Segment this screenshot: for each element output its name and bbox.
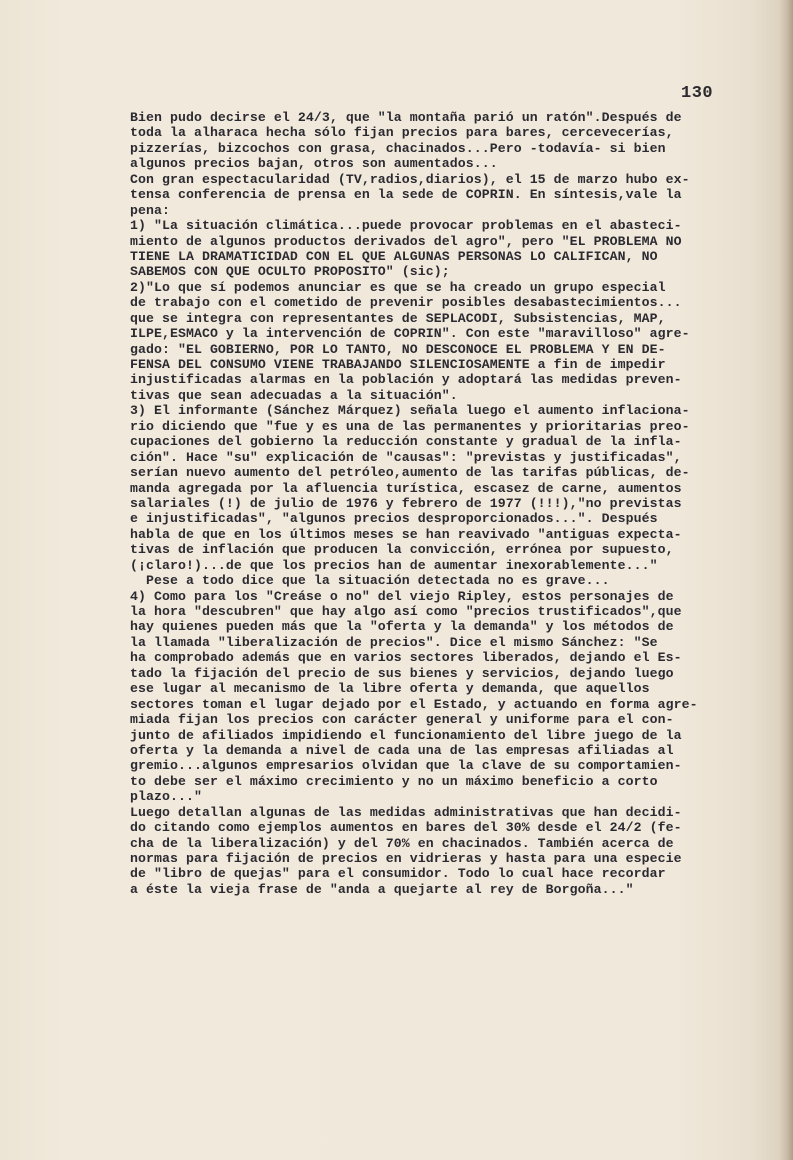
text-line: ese lugar al mecanismo de la libre oferta y demanda, que aquellos [130,681,650,697]
text-line: gado: "EL GOBIERNO, POR LO TANTO, NO DESCONOCE EL PROBLEMA Y EN DE- [130,341,666,357]
text-line: do citando como ejemplos aumentos en bares del 30% desde el 24/2 (fe- [130,820,682,836]
text-line: cha de la liberalización) y del 70% en chacinados. También acerca de [130,835,674,851]
text-line: Con gran espectacularidad (TV,radios,diarios), el 15 de marzo hubo ex- [130,171,690,187]
text-line: TIENE LA DRAMATICIDAD CON EL QUE ALGUNAS PERSONAS LO CALIFICAN, NO [130,248,658,264]
text-line: injustificadas alarmas en la población y adoptará las medidas preven- [130,372,682,388]
text-line: e injustificadas", "algunos precios desproporcionados...". Después [130,511,658,527]
body-text [130,110,760,897]
text-line: tivas que sean adecuadas a la situación". [130,387,458,403]
text-line: salariales (!) de julio de 1976 y febrero de 1977 (!!!),"no previstas [130,495,682,511]
text-line: FENSA DEL CONSUMO VIENE TRABAJANDO SILENCIOSAMENTE a fin de impedir [130,357,666,372]
text-line: a éste la vieja frase de "anda a quejarte al rey de Borgoña..." [130,881,634,897]
text-line: pena: [130,202,170,218]
text-line: 1) "La situación climática...puede provocar problemas en el abasteci- [130,218,682,234]
text-line: algunos precios bajan, otros son aumentados... [130,156,498,172]
text-line: de "libro de quejas" para el consumidor. Todo lo cual hace recordar [130,866,666,882]
text-line: 4) Como para los "Creáse o no" del viejo Ripley, estos personajes de [130,588,674,604]
text-line: la hora "descubren" que hay algo así como "precios trustificados",que [130,604,682,619]
text-line: pizzerías, bizcochos con grasa, chacinados...Pero -todavía- si bien [130,140,666,156]
text-line: (¡claro!)...de que los precios han de aumentar inexorablemente..." [130,557,658,573]
text-line: tensa conferencia de prensa en la sede de COPRIN. En síntesis,vale la [130,187,682,203]
text-line: miada fijan los precios con carácter general y uniforme para el con- [130,712,674,728]
text-line: ILPE,ESMACO y la intervención de COPRIN". Con este "maravilloso" agre- [130,326,690,342]
page-number: 130 [681,84,714,103]
text-line: serían nuevo aumento del petróleo,aumento de las tarifas públicas, de- [130,465,690,481]
text-line: ción". Hace "su" explicación de "causas": "previstas y justificadas", [130,449,682,465]
text-line: sectores toman el lugar dejado por el Estado, y actuando en forma agre- [130,696,698,712]
text-line: toda la alharaca hecha sólo fijan precios para bares, cercevecerías, [130,125,674,141]
text-line: oferta y la demanda a nivel de cada una de las empresas afiliadas al [130,742,674,758]
text-line: tivas de inflación que producen la convicción, errónea por supuesto, [130,542,674,558]
text-line: junto de afiliados impidiendo el funcionamiento del libre juego de la [130,727,682,743]
text-line: rio diciendo que "fue y es una de las permanentes y prioritarias preo- [130,418,690,434]
text-line: tado la fijación del precio de sus bienes y servicios, dejando luego [130,665,674,681]
text-line: plazo..." [130,789,202,805]
text-line: normas para fijación de precios en vidrieras y hasta para una especie [130,851,682,866]
page-binding-shadow [779,0,793,1160]
text-line: Pese a todo dice que la situación detectada no es grave... [130,573,610,589]
text-line: gremio...algunos empresarios olvidan que la clave de su comportamien- [130,758,682,774]
text-line: hay quienes pueden más que la "oferta y la demanda" y los métodos de [130,619,674,635]
text-line: miento de algunos productos derivados del agro", pero "EL PROBLEMA NO [130,233,682,249]
text-line: ha comprobado además que en varios sectores liberados, dejando el Es- [130,650,682,666]
text-line: de trabajo con el cometido de prevenir posibles desabastecimientos... [130,295,682,311]
text-line: la llamada "liberalización de precios". Dice el mismo Sánchez: "Se [130,634,658,650]
text-line: 2)"Lo que sí podemos anunciar es que se ha creado un grupo especial [130,279,666,295]
text-line: que se integra con representantes de SEPLACODI, Subsistencias, MAP, [130,310,666,326]
text-line: SABEMOS CON QUE OCULTO PROPOSITO" (sic); [130,264,450,280]
text-line: 3) El informante (Sánchez Márquez) señala luego el aumento inflaciona- [130,403,690,419]
text-line: Luego detallan algunas de las medidas administrativas que han decidi- [130,804,682,820]
text-line: manda agregada por la afluencia turística, escasez de carne, aumentos [130,480,682,496]
text-line: cupaciones del gobierno la reducción constante y gradual de la infla- [130,434,682,450]
text-line: habla de que en los últimos meses se han reavivado "antiguas expecta- [130,526,682,542]
text-line: Bien pudo decirse el 24/3, que "la montaña parió un ratón".Después de [130,110,682,125]
text-line: to debe ser el máximo crecimiento y no un máximo beneficio a corto [130,773,658,789]
